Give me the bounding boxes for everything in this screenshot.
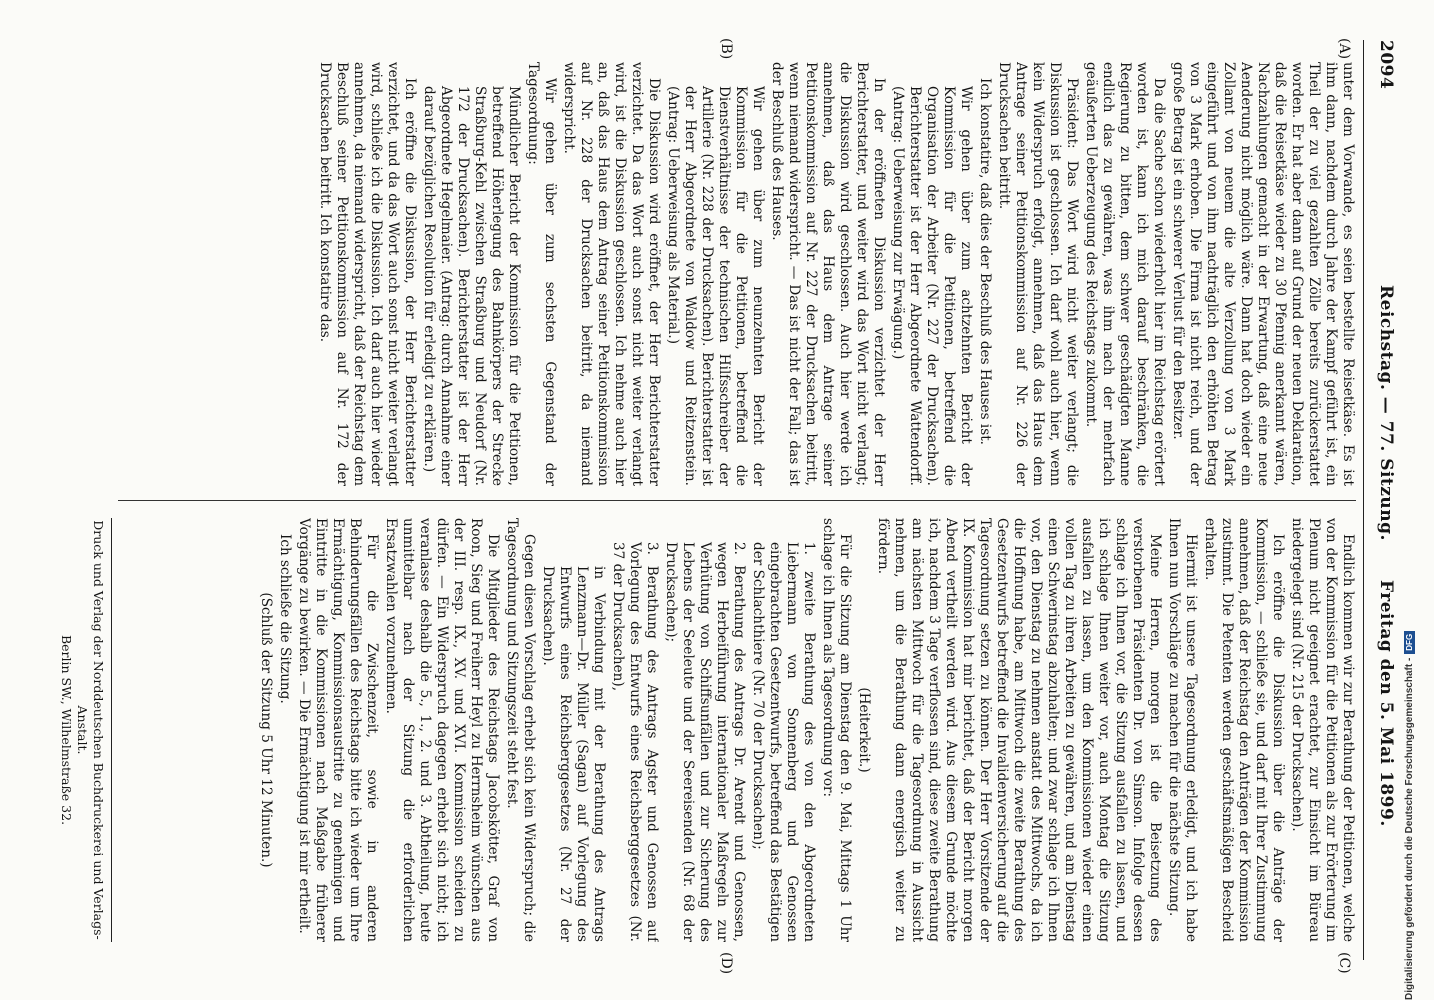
paragraph: Präsident: Das Wort wird nicht weiter verlangt; die Diskussion ist geschlossen. Ich darf wohl auch hier, wenn kein Widerspruch erfolgt, annehmen, daß das Haus dem Antrage seiner Petitionskommission auf Nr. 226 der Drucksachen beitritt. (996, 62, 1080, 486)
paragraph: (Schluß der Sitzung 5 Uhr 12 Minuten.) (258, 592, 274, 868)
paragraph: Endlich kommen wir zur Berathung der Petitionen, welche von der Kommission für die Petitionen als zur Erörterung im Plenum nicht geeignet erachtet, zur Einsicht im Büreau niedergelegt sind (Nr. 215 der Drucksachen). (1289, 518, 1356, 942)
paragraph: unter dem Vorwande, es seien bestellte Reisetkäse. Es ist ihm dann, nachdem durch Jahre der Kampf geführt ist, ein Theil der zu viel gezahlten Zölle bereits zurückerstattet worden. Er hat aber dann auf Grund der neuen Deklaration, daß die Reisetkäse wieder zu 30 Pfennig anerkannt wären, Nachzahlungen gemacht in der Erwartung, daß eine neue Aenderung nicht möglich wäre. Dann hat doch wieder ein Zollamt von neuem die alte Verzollung von 3 Mark eingeführt und von ihm nachträglich den erhöhten Betrag von 3 Mark erhoben. Die Firma ist nicht reich, und der große Betrag ist ein schwerer Verlust für den Besitzer. (1170, 62, 1356, 486)
paragraph: Da die Sache schon wiederholt hier im Reichstag erörtert worden ist, kann ich mich darauf beschränken, die Regierung zu bitten, dem schwer geschädigten Manne endlich das zu gewähren, was ihm nach der mehrfach geäußerten Ueberzeugung des Reichstags zukommt. (1083, 62, 1167, 486)
paragraph: (Heiterkeit.) (856, 687, 872, 773)
paragraph: Wir gehen über zum sechsten Gegenstand der Tagesordnung: (525, 62, 558, 486)
paragraph: Wir gehen über zum achtzehnten Bericht der Kommission für die Petitionen, betreffend die Organisation der Arbeiter (Nr. 227 der Drucksachen). Berichterstatter ist der Herr Abgeordnete Wattendorff. (Antrag: Ueberweisung zur Erwägung.) (890, 86, 974, 486)
paragraph: Ich eröffne die Diskussion über die Anträge der Kommission, — schließe sie, und darf mit Ihrer Zustimmung annehmen, daß der Reichstag den Anträgen der Kommission zustimmt. Die Petenten werden geschäftsmäßigen Bescheid erhalten. (1202, 518, 1286, 942)
footer-rule (111, 518, 112, 942)
agenda-item: 2. Berathung des Antrags Dr. Arendt und Genossen, wegen Herbeiführung internationaler Maßregeln zur Verhütung von Schiffsunfällen und zur Sicherung des Lebens der Seeleute und der Seereisenden (Nr. 68 der Drucksachen); (663, 542, 747, 942)
agenda-item: in Verbindung mit der Berathung des Antrags Lenzmann—Dr. Müller (Sagan) auf Vorlegung des Entwurfs eines Reichsberggesetzes (Nr. 27 der Drucksachen). (540, 566, 607, 942)
paragraph: Ich schließe die Sitzung. (277, 534, 293, 704)
imprint (58, 518, 106, 942)
paragraph: Hiermit ist unsere Tagesordnung erledigt, und ich habe Ihnen nun Vorschläge zu machen für die nächste Sitzung. (1166, 518, 1199, 942)
dfg-logo: DFG (1404, 631, 1415, 654)
watermark-text: Digitalisierung gefördert durch die Deutsche Forschungsgemeinschaft - (1404, 657, 1415, 1000)
right-column (120, 518, 1356, 942)
page-header (1366, 40, 1396, 960)
margin-letter-c: (C) (1336, 952, 1352, 974)
paragraph: Die Diskussion wird eröffnet, der Herr Berichterstatter verzichtet. Da das Wort auch sonst nicht weiter verlangt wird, ist die Diskussion geschlossen. Ich nehme auch hier an, daß das Haus dem Antrag seiner Petitionskommission auf Nr. 228 der Drucksachen beitritt, da niemand widerspricht. (561, 62, 662, 486)
paragraph: Ich eröffne die Diskussion, der Herr Berichterstatter verzichtet, und da das Wort auch sonst nicht weiter verlangt wird, schließe ich die Diskussion. Ich darf auch hier wieder annehmen, da niemand widerspricht, daß der Reichstag dem Beschluß seiner Petitionskommission auf Nr. 172 der Drucksachen beitritt. Ich konstatire das. (317, 62, 418, 486)
paragraph: Mündlicher Bericht der Kommission für die Petitionen, betreffend Höherlegung des Bahnkörpers der Strecke Straßburg-Kehl zwischen Straßburg und Neudorf (Nr. 172 der Drucksachen). Berichterstatter ist der Herr Abgeordnete Hegelmaier. (Antrag: durch Annahme einer darauf bezüglichen Resolution für erledigt zu erklären.) (421, 86, 522, 486)
paragraph: Die Mitglieder des Reichstags Jacobskötter, Graf von Roon, Sieg und Freiherr Heyl zu Herrnsheim wünschen aus der III. resp. IX., XV. und XVI. Kommission scheiden zu dürfen. — Ein Widerspruch dagegen erhebt sich nicht; ich veranlasse deshalb die 5., 1., 2. und 3. Abtheilung, heute unmittelbar nach der Sitzung die erforderlichen Ersatzwahlen vorzunehmen. (383, 518, 501, 942)
margin-letter-b: (B) (718, 38, 734, 60)
imprint-line-2: Berlin SW., Wilhelmstraße 32. (59, 634, 74, 826)
session-date: Freitag den 5. Mai 1899. (1376, 580, 1396, 827)
paragraph: Ich konstatire, daß dies der Beschluß des Hauses ist. (977, 78, 993, 446)
imprint-line-1: Druck und Verlag der Norddeutschen Buchdruckerei und Verlags-Anstalt. (75, 520, 106, 940)
paragraph: Gegen diesen Vorschlag erhebt sich kein Widerspruch; die Tagesordnung und Sitzungszeit steht fest. (504, 518, 537, 942)
agenda-item: 3. Berathung des Antrags Agster und Genossen auf Vorlegung des Entwurfs eines Reichsberggesetzes (Nr. 37 der Drucksachen), (610, 542, 660, 942)
column-divider (118, 500, 1356, 501)
paragraph: Wir gehen über zum neunzehnten Bericht der Kommission für die Petitionen, betreffend die Dienstverhältnisse der technischen Hilfsschreiber der Artillerie (Nr. 228 der Drucksachen). Berichterstatter ist der Herr Abgeordnete von Waldow und Reitzenstein. (Antrag: Ueberweisung als Material.) (665, 86, 766, 486)
left-column (120, 62, 1356, 486)
page-number: 2094 (1376, 40, 1396, 90)
paragraph: Für die Sitzung am Dienstag den 9. Mai, Mittags 1 Uhr schlage ich Ihnen als Tagesordnung vor: (820, 518, 853, 942)
digitization-note (1404, 0, 1415, 1000)
paragraph: Für die Zwischenzeit, sowie in anderen Behinderungsfällen des Reichstags bitte ich wieder um Ihre Ermächtigung, Kommissionsaustritte zu genehmigen und Eintritte in die Kommissionen nach Maßgabe früherer Vorgänge zu bewirken. — Die Ermächtigung ist mir ertheilt. (296, 518, 380, 942)
header-rule (1363, 40, 1364, 960)
agenda-item: 1. zweite Berathung des von den Abgeordneten Liebermann von Sonnenberg und Genossen eingebrachten Gesetzentwurfs, betreffend das Bestätigen der Schlachthiere (Nr. 70 der Drucksachen); (750, 542, 817, 942)
session-title: Reichstag. — 77. Sitzung. (1376, 285, 1396, 541)
paragraph: In der eröffneten Diskussion verzichtet der Herr Berichterstatter, und weiter wird das Wort nicht verlangt; die Diskussion wird geschlossen. Auch hier werde ich annehmen, daß das Haus dem Antrage seiner Petitionskommission auf Nr. 227 der Drucksachen beitritt, wenn niemand widerspricht. — Das ist nicht der Fall; das ist der Beschluß des Hauses. (769, 62, 887, 486)
margin-letter-d: (D) (718, 952, 734, 975)
margin-letter-a: (A) (1336, 38, 1352, 60)
paragraph: Meine Herren, morgen ist die Beisetzung des verstorbenen Präsidenten Dr. von Simson. Infolge dessen schlage ich Ihnen vor, die Sitzung ausfallen zu lassen, und ich schlage Ihnen weiter vor, auch Montag die Sitzung ausfallen zu lassen, um den Kommissionen wieder einen vollen Tag zu ihren Arbeiten zu gewähren, und am Dienstag einen Schwerinstag abzuhalten; und zwar schlage ich Ihnen vor, den Dienstag zu nehmen anstatt des Mittwochs, da ich die Hoffnung habe, am Mittwoch die zweite Berathung des Gesetzentwurfs betreffend die Invalidenversicherung auf die Tagesordnung setzen zu können. Der Herr Vorsitzende der IX. Kommission hat mir berichtet, daß der Bericht morgen Abend vertheilt werden wird. Aus diesem Grunde möchte ich, nachdem 3 Tage verflossen sind, diese zweite Berathung am nächsten Mittwoch für die Tagesordnung in Aussicht nehmen, um die Berathung dann energisch weiter zu fördern. (875, 518, 1163, 942)
